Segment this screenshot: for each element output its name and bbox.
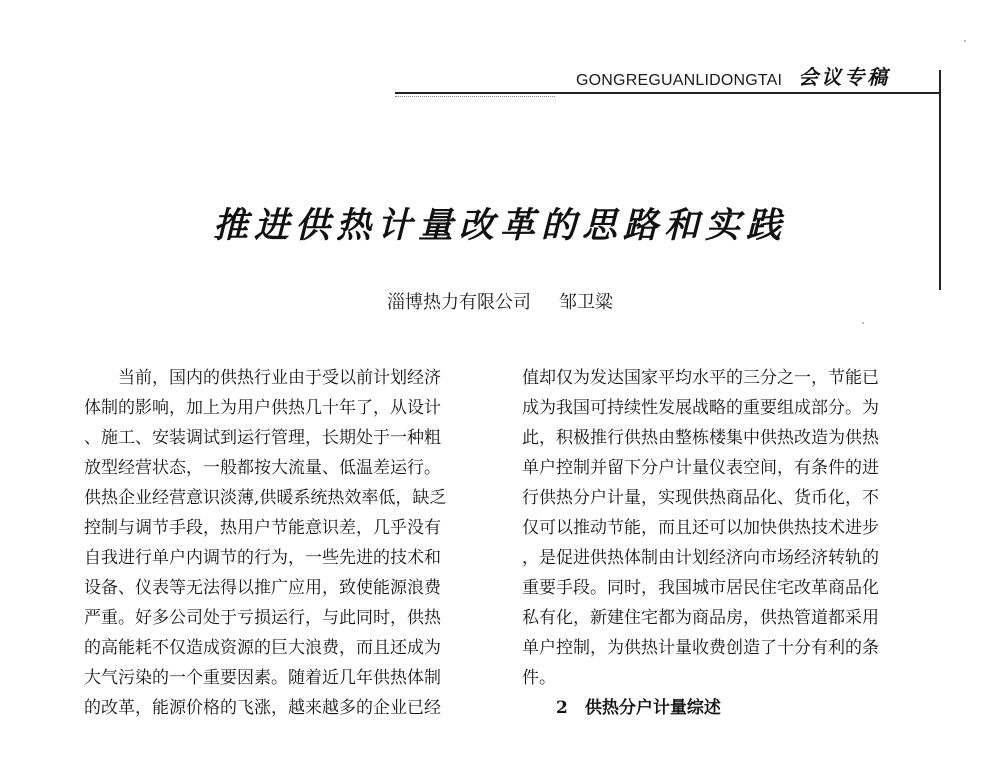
text-line: 设备、仪表等无法得以推广应用，致使能源浪费 (84, 578, 441, 598)
section-label: 会议专稿 (798, 65, 891, 89)
author-organization: 淄博热力有限公司 (387, 292, 531, 313)
text-line: 放型经营状态，一般都按大流量、低温差运行。 (84, 458, 441, 478)
text-line: 行供热分户计量，实现供热商品化、货币化，不 (522, 488, 879, 508)
text-line: 当前，国内的供热行业由于受以前计划经济 (84, 368, 441, 388)
text-line: 的高能耗不仅造成资源的巨大浪费，而且还成为 (84, 638, 441, 658)
section-heading: 2 供热分户计量综述 (556, 698, 721, 718)
byline (0, 288, 1000, 314)
author-name: 邹卫粱 (559, 292, 613, 313)
right-column (522, 363, 910, 723)
text-line: 控制与调节手段，热用户节能意识差，几乎没有 (84, 518, 441, 538)
scan-speck (964, 40, 966, 42)
text-line: 成为我国可持续性发展战略的重要组成部分。为 (522, 398, 879, 418)
text-line: 重要手段。同时，我国城市居民住宅改革商品化 (522, 578, 879, 598)
journal-pinyin: GONGREGUANLIDONGTAI (576, 72, 783, 89)
left-column (84, 363, 492, 723)
running-head (576, 64, 938, 90)
text-line: 私有化，新建住宅都为商品房，供热管道都采用 (522, 608, 879, 628)
text-line: 此，积极推行供热由整栋楼集中供热改造为供热 (522, 428, 879, 448)
text-line: 自我进行单户内调节的行为，一些先进的技术和 (84, 548, 441, 568)
text-line: 、施工、安装调试到运行管理，长期处于一种粗 (84, 428, 441, 448)
text-line: 值却仅为发达国家平均水平的三分之一，节能已 (522, 368, 879, 388)
scan-speck (862, 322, 864, 324)
margin-vertical-rule (939, 70, 941, 290)
article-title: 推进供热计量改革的思路和实践 (212, 205, 787, 246)
text-line: 件。 (522, 668, 556, 688)
text-line: ，是促进供热体制由计划经济向市场经济转轨的 (522, 548, 879, 568)
text-line: 的改革，能源价格的飞涨，越来越多的企业已经 (84, 698, 441, 718)
text-line: 大气污染的一个重要因素。随着近几年供热体制 (84, 668, 441, 688)
header-rule (395, 92, 941, 94)
text-line: 单户控制，为供热计量收费创造了十分有利的条 (522, 638, 879, 658)
text-line: 严重。好多公司处于亏损运行，与此同时，供热 (84, 608, 441, 628)
text-line: 仅可以推动节能，而且还可以加快供热技术进步 (522, 518, 879, 538)
text-line: 体制的影响，加上为用户供热几十年了，从设计 (84, 398, 441, 418)
text-line: 供热企业经营意识淡薄,供暖系统热效率低，缺乏 (84, 488, 447, 508)
text-line: 单户控制并留下分户计量仪表空间，有条件的进 (522, 458, 879, 478)
header-dotted-rule (395, 96, 555, 97)
